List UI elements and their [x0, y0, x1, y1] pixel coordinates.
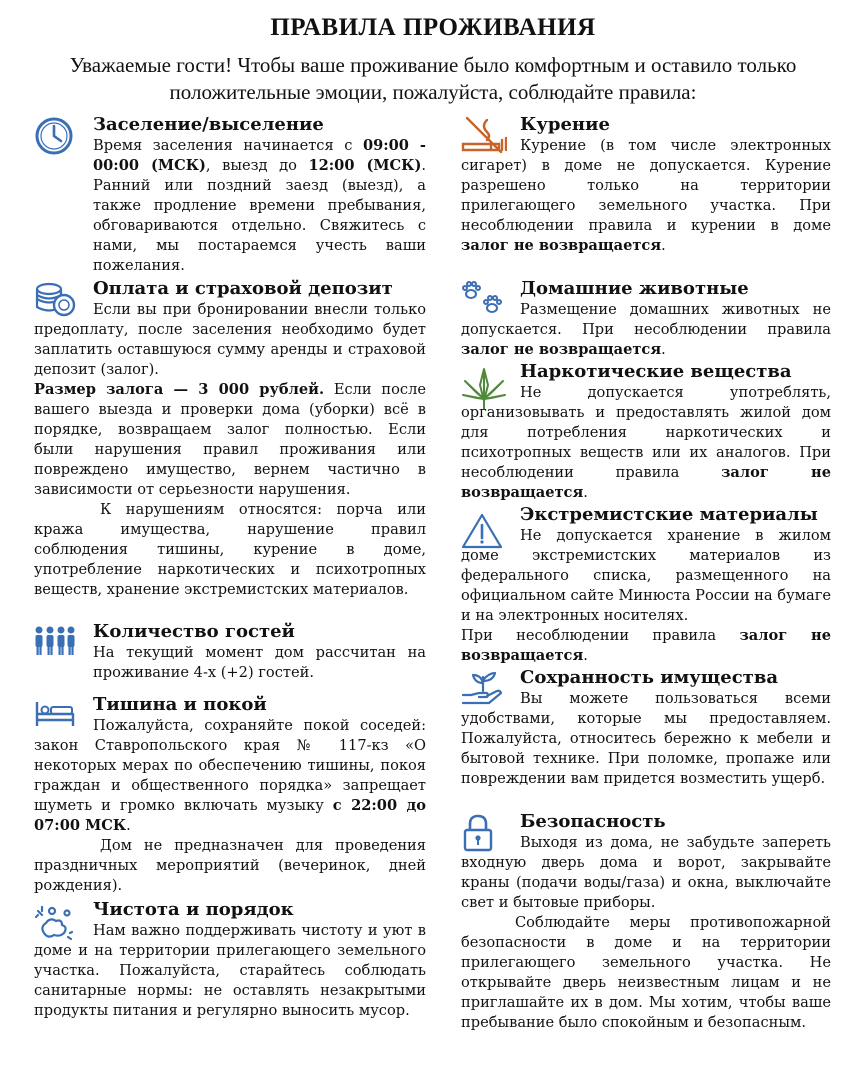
section-cleanliness	[34, 899, 426, 1021]
hand-plant-icon	[461, 669, 505, 707]
smoking-text-body: Курение (в том числе электронных сигарет) в доме не допускается. Курение разрешено только на территории прилегающего земельного участка. При несоблюдении правила и курении в доме	[461, 137, 831, 234]
clock-icon	[34, 116, 74, 156]
section-drugs	[461, 361, 831, 503]
section-smoking	[461, 114, 831, 256]
property-title: Сохранность имущества	[520, 667, 778, 688]
smoking-text	[461, 136, 831, 256]
pets-text-body: Размещение домашних животных не допускается. При несоблюдении правила	[461, 301, 831, 338]
quiet-text-1-end: .	[126, 817, 131, 834]
deposit-amount: Размер залога — 3 000 рублей.	[34, 381, 325, 398]
payment-text-3: К нарушениям относятся: порча или кража имущества, нарушение правил соблюдения тишины, курение в доме, употребление наркотических и психотропных веществ, хранение экстремистских материалов.	[34, 501, 426, 598]
intro-text: Уважаемые гости! Чтобы ваше проживание было комфортным и оставило только положительные эмоции, пожалуйста, соблюдайте правила:	[69, 53, 797, 104]
extremist-title: Экстремистские материалы	[520, 504, 818, 525]
section-property	[461, 667, 831, 789]
section-pets	[461, 278, 831, 360]
property-text: Вы можете пользоваться всеми удобствами, которые мы предоставляем. Пожалуйста, относитесь бережно к мебели и бытовой технике. При поломке, пропаже или повреждении вам придется возместить ущерб.	[461, 690, 831, 787]
drugs-text-body: Не допускается употреблять, организовывать и предоставлять жилой дом для потребления наркотических и психотропных веществ или их аналогов. При несоблюдении правила	[461, 384, 831, 481]
safety-title: Безопасность	[520, 811, 666, 832]
drugs-text	[461, 383, 831, 503]
checkin-text-1: Время заселения начинается с	[93, 137, 363, 154]
pets-text	[461, 300, 831, 360]
extremist-text-2-body: При несоблюдении правила	[461, 627, 740, 644]
warning-triangle-icon	[461, 512, 503, 550]
safety-text-2: Соблюдайте меры противопожарной безопасности в доме и на территории прилегающего земельного участка. Не открывайте дверь неизвестным лицам и не приглашайте их в дом. Мы хотим, чтобы ваше пребывание было спокойным и безопасным.	[461, 914, 831, 1031]
quiet-text-1-body: Пожалуйста, сохраняйте покой соседей: закон Ставропольского края № 117-кз «О некоторых мерах по обеспечению тишины, покоя граждан и общественного порядка» запрещает шуметь и громко включать музыку	[34, 717, 426, 814]
section-checkin	[34, 114, 426, 276]
extremist-text-2	[461, 626, 831, 666]
pets-text-end: .	[661, 341, 666, 358]
quiet-text-2: Дом не предназначен для проведения праздничных мероприятий (вечеринок, дней рождения).	[34, 837, 426, 894]
guests-text: На текущий момент дом рассчитан на проживание 4-х (+2) гостей.	[93, 644, 426, 681]
section-guests	[34, 621, 426, 683]
extremist-deposit-warning: залог не возвращается	[461, 627, 831, 664]
payment-text-2	[34, 380, 426, 500]
section-extremist	[461, 504, 831, 666]
section-quiet	[34, 694, 426, 896]
quiet-text-1	[34, 716, 426, 836]
payment-text-1: Если вы при бронировании внесли только предоплату, после заселения необходимо будет заплатить оставшуюся сумму аренды и страховой депозит (залог).	[34, 301, 426, 378]
smoking-text-end: .	[661, 237, 666, 254]
lock-icon	[461, 813, 495, 853]
checkin-text	[34, 136, 426, 276]
checkin-title: Заселение/выселение	[93, 114, 324, 135]
cleaning-icon	[34, 903, 74, 941]
smoking-title: Курение	[520, 114, 610, 135]
drugs-deposit-warning: залог не возвращается	[461, 464, 831, 501]
page-title: ПРАВИЛА ПРОЖИВАНИЯ	[270, 14, 596, 41]
cannabis-leaf-icon	[461, 365, 507, 411]
drugs-text-end: .	[583, 484, 588, 501]
pets-deposit-warning: залог не возвращается	[461, 341, 662, 358]
bed-icon	[34, 700, 76, 728]
extremist-text-1: Не допускается хранение в жилом доме экстремистских материалов из федерального списка, размещенного на официальном сайте Минюста России на бумаге и на электронных носителях.	[461, 527, 831, 624]
payment-title: Оплата и страховой депозит	[93, 278, 393, 299]
extremist-text-end: .	[583, 647, 588, 664]
people-icon	[34, 625, 76, 657]
quiet-title: Тишина и покой	[93, 694, 267, 715]
smoking-deposit-warning: залог не возвращается	[461, 237, 662, 254]
payment-text-2-body: Если после вашего выезда и проверки дома (уборки) всё в порядке, возвращаем залог полностью. Если были нарушения правил проживания или повреждено имущество, вернем частично в зависимости от серьезности нарушения.	[34, 381, 426, 498]
coins-icon	[34, 280, 76, 318]
guests-title: Количество гостей	[93, 621, 295, 642]
checkin-text-2: , выезд до	[205, 157, 309, 174]
cleanliness-text: Нам важно поддерживать чистоту и уют в доме и на территории прилегающего земельного участка. Пожалуйста, старайтесь соблюдать санитарные нормы: не оставлять незакрытыми продукты питания и регулярно выносить мусор.	[34, 922, 426, 1019]
paw-icon	[461, 280, 505, 318]
checkout-time: 12:00 (МСК)	[308, 157, 422, 174]
checkin-time: 09:00 - 00:00 (МСК)	[93, 137, 426, 174]
section-safety	[461, 811, 831, 1033]
safety-text-1: Выходя из дома, не забудьте запереть входную дверь дома и ворот, закрывайте краны (подачи воды/газа) и окна, выключайте свет и бытовые приборы.	[461, 834, 831, 911]
no-smoking-icon	[461, 114, 507, 154]
drugs-title: Наркотические вещества	[520, 361, 792, 382]
pets-title: Домашние животные	[520, 278, 749, 299]
checkin-text-3: . Ранний или поздний заезд (выезд), а также продление времени пребывания, обговариваются отдельно. Свяжитесь с нами, мы постараемся учесть ваши пожелания.	[93, 157, 426, 274]
quiet-hours: с 22:00 до 07:00 МСК	[34, 797, 426, 834]
cleanliness-title: Чистота и порядок	[93, 899, 294, 920]
section-payment	[34, 278, 426, 600]
